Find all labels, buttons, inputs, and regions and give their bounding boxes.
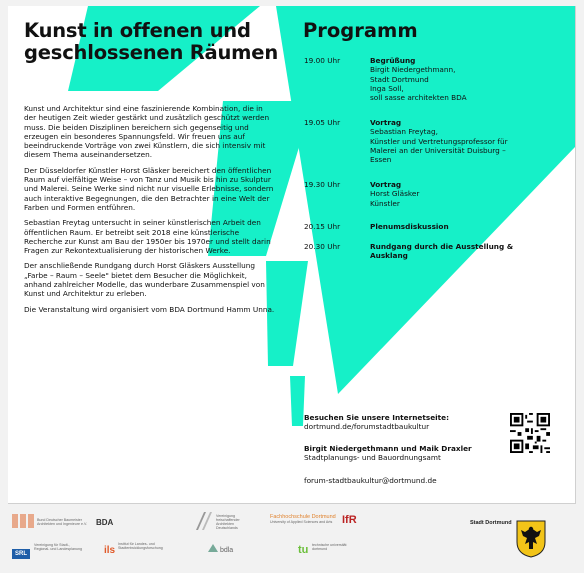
sponsor-logos [8,506,576,568]
program-line: soll sasse architekten BDA [370,93,467,103]
fh-dortmund-logo: Fachhochschule Dortmund University of Applied Sciences and Arts [270,514,336,524]
dortmund-eagle-crest-icon [516,520,546,558]
event-poster [8,6,576,504]
stadt-dortmund-label: Stadt Dortmund [470,520,512,526]
program-title: Vortrag [370,180,402,189]
srl-logo: SRL Vereinigung für Stadt-, Regional- und Landesplanung [12,542,92,560]
bdla-mark-icon [208,544,218,552]
page-title: Kunst in offenen und geschlossenen Räumen [24,19,279,64]
intro-text [24,104,276,320]
vereinigung-logo: Vereinigung freischaffender Architekten Deutschlands [196,512,246,535]
program-line: Birgit Niedergethmann, [370,65,456,75]
program-time: 20.15 Uhr [304,222,341,231]
email-link[interactable]: forum-stadtbaukultur@dortmund.de [304,476,437,485]
program-line: Sebastian Freytag, [370,127,438,137]
program-time: 20.30 Uhr [304,242,341,251]
program-line: Künstler und Vertretungsprofessor für [370,136,508,146]
paragraph: Der Düsseldorfer Künstler Horst Gläsker bereichert den öffentlichen Raum auf vielfältige Weise – von Tanz und Musik bis hin zu Skulptur und Malerei. Seine Werke sind nicht nur visuelle Erlebnisse, sondern auch interaktive Begegnungen, die den Betrachter in eine Welt der Farben und Formen entführen. [24,165,274,212]
bdb-mark-icon [12,514,34,528]
program-title: Rundgang durch die Ausstellung & [370,242,514,251]
program-line: Stadt Dortmund [370,74,429,84]
paragraph: Die Veranstaltung wird organisiert vom BDA Dortmund Hamm Unna. [24,304,275,314]
program-title: Begrüßung [370,56,416,65]
qr-code-icon [510,413,550,453]
program-line: Ausklang [370,251,408,261]
vereinigung-mark-icon [196,512,214,530]
paragraph: Kunst und Architektur sind eine faszinierende Kombination, die in der heutigen Zeit wieder gestärkt und zusätzlich geschützt werden muss. Die beiden Disziplinen bereichern sich gegenseitig und erzeugen ein besonderes Spannungsfeld. Wir freuen uns auf beeindruckende Vorträge von zwei Künstlern, die sich intensiv mit diesem Thema auseinandersetzen. [24,104,270,160]
bdla-logo: bdla [208,544,233,554]
email-block [304,476,504,485]
program-line: Künstler [370,198,400,208]
bda-logo: BDA [96,518,114,527]
program-line: Horst Gläsker [370,189,420,199]
bdb-logo: Bund Deutscher Baumeister Architekten und Ingenieure e.V. [12,514,92,533]
website-label: Besuchen Sie unsere Internetseite: [304,413,449,422]
program-line: Malerei an der Universität Duisburg – [370,145,506,155]
program-title: Plenumsdiskussion [370,222,449,231]
ils-logo: ils Institut für Landes- und Stadtentwicklungsforschung [104,542,163,556]
website-link[interactable]: dortmund.de/forumstadtbaukultur [304,422,430,432]
ifr-logo: IfR [342,514,357,526]
program-line: Inga Soll, [370,83,404,93]
organizer-names: Birgit Niedergethmann und Maik Draxler [304,444,472,453]
paragraph: Sebastian Freytag untersucht in seiner künstlerischen Arbeit den öffentlichen Raum. Er betreibt seit 2018 eine künstlerische Recherche zur Kunst am Bau der 1950er bis 1970er und stellt darin Fragen zur Rekontextualisierung der historischen Werke. [24,218,271,256]
program-line: Essen [370,155,392,165]
program-time: 19.05 Uhr [304,118,341,127]
website-block [304,413,504,432]
program-heading: Programm [303,19,418,42]
organizer-block [304,444,504,463]
tu-dortmund-logo: tu technische universität dortmund [298,543,347,556]
organizer-office: Stadtplanungs- und Bauordnungsamt [304,453,441,463]
program-title: Vortrag [370,118,402,127]
program-time: 19.00 Uhr [304,56,341,65]
paragraph: Der anschließende Rundgang durch Horst Gläskers Ausstellung „Farbe – Raum – Seele" bietet dem Besucher die Möglichkeit, anhand zahlreicher Modelle, das wunderbare Zusammenspiel von Kunst und Architektur zu erleben. [24,261,265,299]
program-time: 19.30 Uhr [304,180,341,189]
